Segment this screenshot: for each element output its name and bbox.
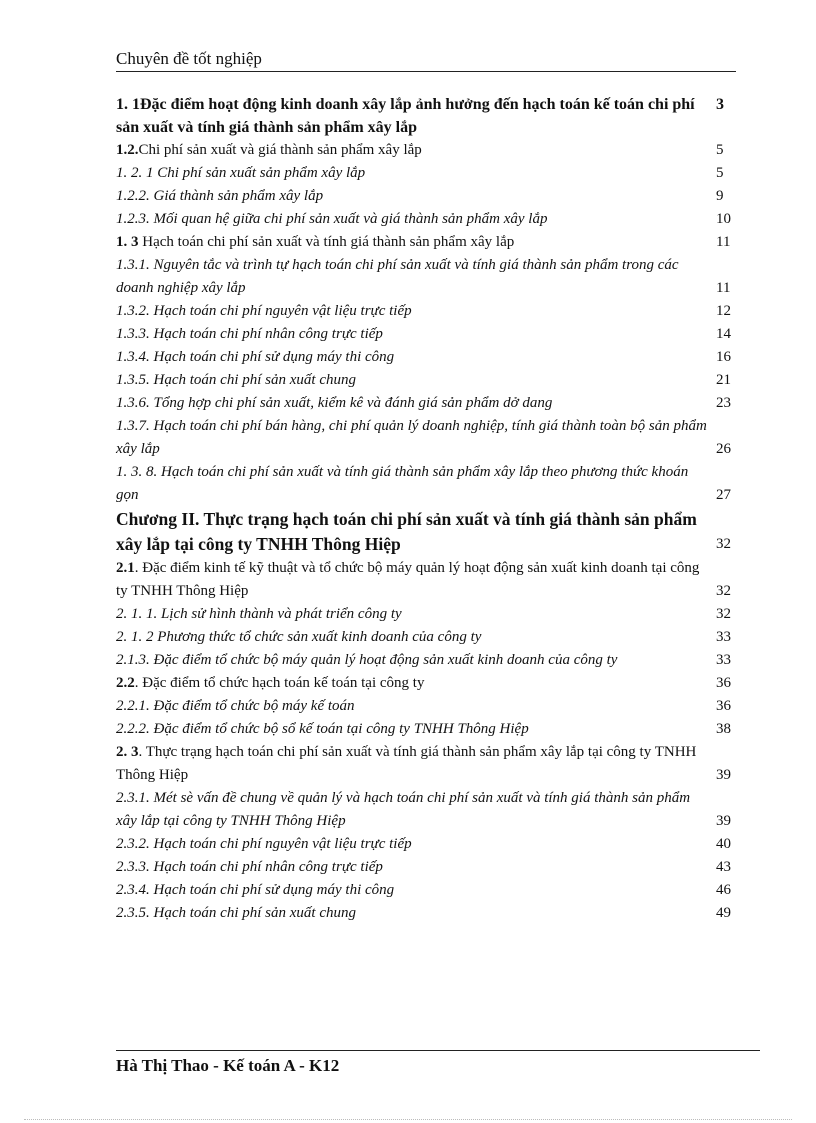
toc-entry-page: 10 [716,211,731,227]
header-title: Chuyên đề tốt nghiệp [116,49,262,68]
toc-entry-title: 2.2.1. Đặc điểm tổ chức bộ máy kế toán [116,698,355,714]
toc-entry [116,208,748,231]
toc-entry-title: 1.3.2. Hạch toán chi phí nguyên vật liệu trực tiếp [116,303,412,319]
toc-entry-page: 5 [716,165,724,181]
toc-entry [116,879,748,902]
toc-entry [116,741,748,787]
toc-entry [116,833,748,856]
toc-entry [116,461,748,507]
toc-entry-text [116,208,708,231]
toc-entry [116,557,748,603]
toc-entry-title: 1.2.3. Mối quan hệ giữa chi phí sản xuất và giá thành sản phẩm xây lắp [116,211,548,227]
toc-entry-text [116,695,708,718]
toc-entry-page: 39 [716,813,731,829]
page-header [116,48,736,72]
toc-entry-number: 2.2 [116,675,135,691]
toc-entry-text [116,626,708,649]
toc-entry-text [116,254,708,300]
toc-entry-page: 23 [716,395,731,411]
toc-entry-title: 1. 2. 1 Chi phí sản xuất sản phẩm xây lắp [116,165,366,181]
toc-entry-title: 2.3.5. Hạch toán chi phí sản xuất chung [116,905,356,921]
toc-entry-text [116,649,708,672]
toc-entry-page: 16 [716,349,731,365]
toc-entry [116,672,748,695]
toc-entry [116,392,748,415]
toc-entry-title: 1.3.1. Nguyên tắc và trình tự hạch toán chi phí sản xuất và tính giá thành sản phẩm trong các doanh nghiệp xây lắp [116,257,679,296]
toc-entry-title: 1.3.4. Hạch toán chi phí sử dụng máy thi công [116,349,395,365]
toc-entry-page: 36 [716,675,731,691]
toc-entry-page: 36 [716,698,731,714]
toc-entry [116,626,748,649]
toc-entry-text [116,162,708,185]
toc-entry [116,139,748,162]
toc-entry [116,93,748,139]
toc-entry [116,718,748,741]
toc-entry [116,369,748,392]
toc-entry-page: 27 [716,487,731,503]
toc-entry [116,787,748,833]
toc-entry-title: . Thực trạng hạch toán chi phí sản xuất và tính giá thành sản phẩm xây lắp tại công ty TNHH Thông Hiệp [116,744,697,783]
toc-entry-title: 1.3.5. Hạch toán chi phí sản xuất chung [116,372,356,388]
toc-entry-text [116,139,708,162]
toc-entry [116,507,748,557]
toc-entry-title: Chương II. Thực trạng hạch toán chi phí sản xuất và tính giá thành sản phẩm xây lắp tại công ty TNHH Thông Hiệp [116,509,697,554]
toc-entry-text [116,231,708,254]
toc-entry-text [116,323,708,346]
toc-entry-page: 9 [716,188,724,204]
toc-entry-page: 43 [716,859,731,875]
toc-entry-text [116,369,708,392]
toc-entry-text [116,346,708,369]
toc-entry-page: 49 [716,905,731,921]
toc-entry [116,300,748,323]
toc-entry-title: 1.3.7. Hạch toán chi phí bán hàng, chi phí quản lý doanh nghiệp, tính giá thành toàn bộ sản phẩm xây lắp [116,418,707,457]
page-bottom-divider [24,1119,792,1120]
toc-entry [116,323,748,346]
toc-entry-text [116,833,708,856]
toc-entry [116,346,748,369]
toc-entry [116,856,748,879]
toc-entry-number: 2.1 [116,560,135,576]
toc-entry-text [116,300,708,323]
toc-entry-number: 2. 3 [116,744,139,760]
toc-entry-title: 2. 1. 1. Lịch sử hình thành và phát triển công ty [116,606,402,622]
toc-entry-page: 11 [716,280,731,296]
toc-entry-number: 1.2. [116,142,139,158]
toc-entry [116,902,748,925]
toc-entry-page: 14 [716,326,731,342]
toc-entry-page: 33 [716,652,731,668]
toc-entry-title: 2. 1. 2 Phương thức tổ chức sản xuất kinh doanh của công ty [116,629,482,645]
toc-entry-title: 2.3.4. Hạch toán chi phí sử dụng máy thi công [116,882,395,898]
toc-entry-page: 32 [716,583,731,599]
toc-entry-text [116,787,708,833]
toc-entry-title: 1. 3. 8. Hạch toán chi phí sản xuất và tính giá thành sản phẩm xây lắp theo phương thức khoán gọn [116,464,689,503]
toc-entry-title: 2.1.3. Đặc điểm tổ chức bộ máy quản lý hoạt động sản xuất kinh doanh của công ty [116,652,618,668]
toc-entry-title: 1.3.3. Hạch toán chi phí nhân công trực tiếp [116,326,383,342]
toc-entry [116,185,748,208]
toc-entry [116,231,748,254]
toc-entry-text [116,879,708,902]
toc-entry-title: 2.3.2. Hạch toán chi phí nguyên vật liệu trực tiếp [116,836,412,852]
toc-entry-page: 38 [716,721,731,737]
table-of-contents [116,93,748,925]
toc-entry-text [116,557,708,603]
toc-entry [116,649,748,672]
toc-entry [116,162,748,185]
page-footer [116,1050,760,1077]
toc-entry-text [116,718,708,741]
toc-entry-page: 32 [716,536,731,552]
toc-entry-title: . Đặc điểm tổ chức hạch toán kế toán tại công ty [134,675,425,691]
toc-entry-page: 40 [716,836,731,852]
toc-entry-text [116,902,708,925]
toc-entry [116,603,748,626]
toc-entry-title: . Đặc điểm kinh tế kỹ thuật và tổ chức bộ máy quản lý hoạt động sản xuất kinh doanh tại công ty TNHH Thông Hiệp [116,560,700,599]
toc-entry-page: 32 [716,606,731,622]
toc-entry-text [116,392,708,415]
toc-entry-text [116,741,708,787]
toc-entry-text [116,672,708,695]
toc-entry-page: 33 [716,629,731,645]
toc-entry [116,254,748,300]
footer-author: Hà Thị Thao - Kế toán A - K12 [116,1056,340,1075]
toc-entry-page: 26 [716,441,731,457]
toc-entry-page: 5 [716,142,724,158]
toc-entry-title: 1. 1Đặc điểm hoạt động kinh doanh xây lắp ảnh hưởng đến hạch toán kế toán chi phí sản xuất và tính giá thành sản phẩm xây lắp [116,96,695,136]
toc-entry-title: 2.2.2. Đặc điểm tổ chức bộ sổ kế toán tại công ty TNHH Thông Hiệp [116,721,529,737]
toc-entry-text [116,93,708,139]
toc-entry-text [116,461,708,507]
toc-entry-page: 39 [716,767,731,783]
toc-entry-page: 21 [716,372,731,388]
toc-entry [116,415,748,461]
toc-entry-page: 3 [716,96,724,113]
toc-entry-title: 2.3.1. Mét sè vấn đề chung về quản lý và hạch toán chi phí sản xuất và tính giá thành sản phẩm xây lắp tại công ty TNHH Thông Hiệp [116,790,691,829]
toc-entry-text [116,856,708,879]
toc-entry-page: 12 [716,303,731,319]
toc-entry [116,695,748,718]
toc-entry-title: Chi phí sản xuất và giá thành sản phẩm xây lắp [138,142,422,158]
toc-entry-title: 1.2.2. Giá thành sản phẩm xây lắp [116,188,324,204]
toc-entry-title: 2.3.3. Hạch toán chi phí nhân công trực tiếp [116,859,383,875]
toc-entry-text [116,603,708,626]
toc-entry-text [116,185,708,208]
toc-entry-text [116,415,708,461]
toc-entry-title: Hạch toán chi phí sản xuất và tính giá thành sản phẩm xây lắp [138,234,515,250]
toc-entry-page: 46 [716,882,731,898]
toc-entry-text [116,507,708,557]
toc-entry-number: 1. 3 [116,234,139,250]
toc-entry-page: 11 [716,234,731,250]
toc-entry-title: 1.3.6. Tổng hợp chi phí sản xuất, kiểm kê và đánh giá sản phẩm dở dang [116,395,553,411]
